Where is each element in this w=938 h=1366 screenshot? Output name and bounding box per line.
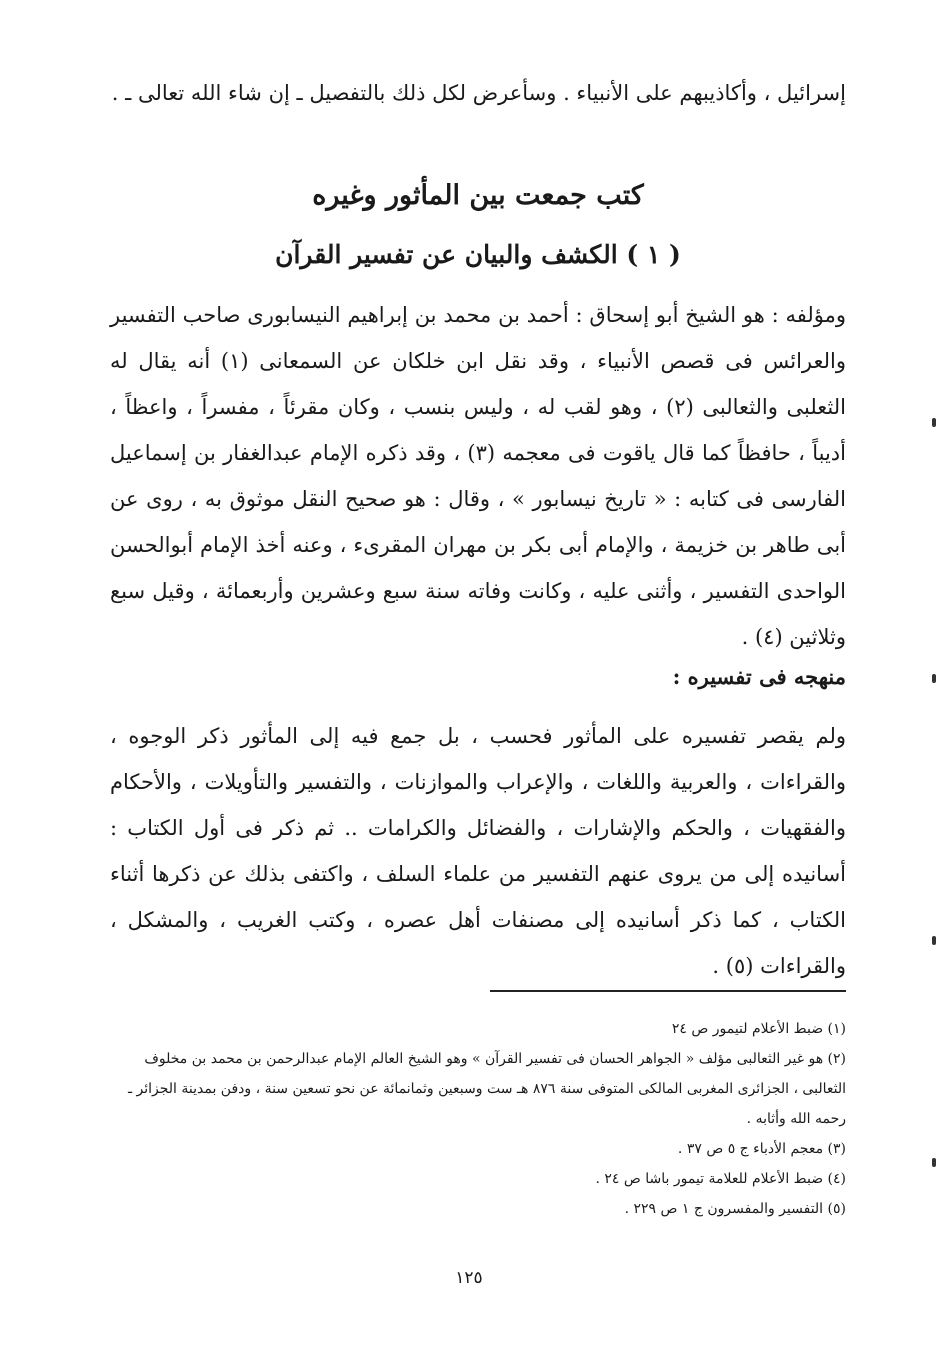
edge-mark xyxy=(932,418,936,427)
footnotes-list xyxy=(110,1014,846,1224)
footnote-3: (٣) معجم الأدباء ج ٥ ص ٣٧ . xyxy=(677,1141,846,1157)
method-paragraph: ولم يقصر تفسيره على المأثور فحسب ، بل جمع فيه إلى المأثور ذكر الوجوه ، والقراءات ، والعربية واللغات ، والإعراب والموازنات ، والتفسير والتأويلات ، والأحكام والفقهيات ، والحكم والإشارات ، والفضائل والكرامات .. ثم ذكر فى أول الكتاب : أسانيده إلى من يروى عنهم التفسير من علماء السلف ، واكتفى بذلك عن ذكرها أثناء الكتاب ، كما ذكر أسانيده إلى مصنفات أهل عصره ، وكتب الغريب ، والمشكل ، والقراءات (٥) . xyxy=(110,724,846,978)
footnote-4: (٤) ضبط الأعلام للعلامة تيمور باشا ص ٢٤ . xyxy=(595,1171,846,1187)
intro-paragraph: إسرائيل ، وأكاذيبهم على الأنبياء . وسأعرض لكل ذلك بالتفصيل ـ إن شاء الله تعالى ـ . xyxy=(111,81,846,105)
edge-mark xyxy=(932,936,936,945)
edge-mark xyxy=(932,1158,936,1167)
footnote-5: (٥) التفسير والمفسرون ج ١ ص ٢٢٩ . xyxy=(624,1201,846,1217)
footnote-2: (٢) هو غير الثعالبى مؤلف « الجواهر الحسان فى تفسير القرآن » وهو الشيخ العالم الإمام عبدالرحمن بن محمد بن مخلوف الثعالبى ، الجزائرى المغربى المالكى المتوفى سنة ٨٧٦ هـ ست وسبعين وثمانمائة عن نحو تسعين سنة ، ودفن بمدينة الجزائر ـ رحمه الله وأثابه . xyxy=(127,1051,846,1127)
author-paragraph: ومؤلفه : هو الشيخ أبو إسحاق : أحمد بن محمد بن إبراهيم النيسابورى صاحب التفسير والعرائس فى قصص الأنبياء ، وقد نقل ابن خلكان عن السمعانى (١) أنه يقال له الثعلبى والثعالبى (٢) ، وهو لقب له ، وليس بنسب ، وكان مقرئاً ، مفسراً ، واعظاً ، أديباً ، حافظاً كما قال ياقوت فى معجمه (٣) ، وقد ذكره الإمام عبدالغفار بن إسماعيل الفارسى فى كتابه : « تاريخ نيسابور » ، وقال : هو صحيح النقل موثوق به ، روى عن أبى طاهر بن خزيمة ، والإمام أبى بكر بن مهران المقرىء ، وعنه أخذ الإمام أبوالحسن الواحدى التفسير ، وأثنى عليه ، وكانت وفاته سنة سبع وعشرين وأربعمائة ، وقيل سبع وثلاثين (٤) . xyxy=(110,303,847,649)
footnote-divider xyxy=(490,990,846,992)
book-title: ( ١ ) الكشف والبيان عن تفسير القرآن xyxy=(275,240,681,269)
method-heading: منهجه فى تفسيره : xyxy=(672,664,846,689)
section-title: كتب جمعت بين المأثور وغيره xyxy=(312,180,644,211)
footnote-1: (١) ضبط الأعلام لتيمور ص ٢٤ xyxy=(671,1021,846,1037)
page-number: ١٢٥ xyxy=(455,1268,483,1288)
edge-mark xyxy=(932,674,936,683)
